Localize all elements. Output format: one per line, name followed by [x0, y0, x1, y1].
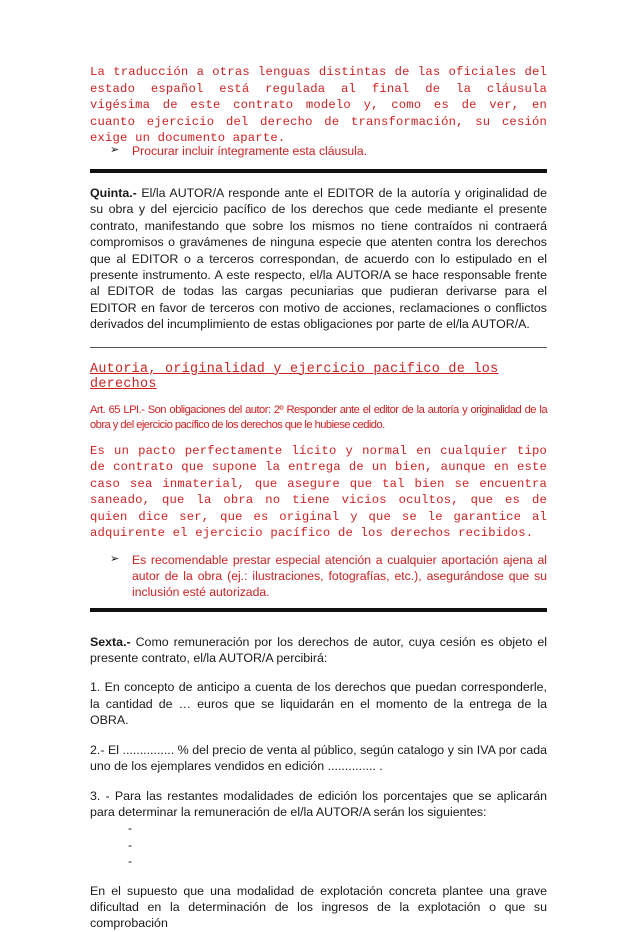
sexta-label: Sexta.-	[90, 634, 131, 649]
comment-paragraph: Es un pacto perfectamente lícito y normal en cualquier tipo de contrato que supone la entrega de un bien, aunque en este caso sea inmaterial, que asegure que tal bien se encuentra saneado, que la obra no tiene vicios ocultos, que es de quien dice ser, que es original y que se le garantice al adquirente el ejercicio pacífico de los derechos recibidos.	[90, 443, 547, 541]
intro-paragraph: La traducción a otras lenguas distintas de las oficiales del estado español está regulada al final de la cláusula vigésima de este contrato modelo y, como es de ver, en cuanto ejercicio del derecho de transformación, su cesión exige un documento aparte.	[90, 65, 547, 145]
sexta-paragraph-4: En el supuesto que una modalidad de explotación concreta plantee una grave dificultad en la determinación de los ingresos de la explotación o que su comprobación	[90, 883, 547, 931]
sexta-paragraph-2: 2.- El ............... % del precio de venta al público, según catalogo y sin IVA por cada uno de los ejemplares vendidos en edición .............. .	[90, 742, 547, 774]
law-citation: Art. 65 LPI.- Son obligaciones del autor: 2º Responder ante el editor de la autoría y originalidad de la obra y del ejercicio pacífico de los derechos que le hubiese cedido.	[90, 403, 547, 431]
dash-list-item: -	[128, 837, 133, 852]
section-divider	[90, 608, 547, 612]
sexta-paragraph-3: 3. - Para las restantes modalidades de edición los porcentajes que se aplicarán para determinar la remuneración de el/la AUTOR/A serán los siguientes:	[90, 788, 547, 819]
arrow-bullet-icon: ➢	[110, 144, 120, 156]
section-divider	[90, 169, 547, 173]
comment-bullet-text: Es recomendable prestar especial atención a cualquier aportación ajena al autor de la obra (ej.: ilustraciones, fotografías, etc.), asegurándose que su inclusión esté autorizada.	[132, 552, 547, 599]
quinta-clause	[90, 185, 547, 333]
document-page	[90, 64, 547, 932]
sexta-paragraph-1: 1. En concepto de anticipo a cuenta de los derechos que puedan corresponderle, la cantidad de … euros que se liquidarán en el momento de la entrega de la OBRA.	[90, 680, 547, 728]
comment-bullet	[110, 552, 547, 600]
quinta-label: Quinta.-	[90, 186, 137, 200]
comment-heading: Autoria, originalidad y ejercicio pacifico de los derechos	[90, 361, 499, 392]
intro-bullet-text: Procurar incluir íntegramente esta cláusula.	[132, 144, 368, 158]
intro-bullet	[110, 143, 547, 159]
dash-list-item: -	[128, 821, 133, 836]
sexta-clause	[90, 634, 547, 667]
section-divider-thin	[90, 347, 547, 348]
dash-list-item: -	[128, 854, 133, 869]
arrow-bullet-icon: ➢	[110, 552, 120, 565]
sexta-text: Como remuneración por los derechos de autor, cuya cesión es objeto el presente contrato, el/la AUTOR/A percibirá:	[90, 634, 547, 666]
quinta-text: El/la AUTOR/A responde ante el EDITOR de la autoría y originalidad de su obra y del ejercicio pacífico de los derechos que cede mediante el presente contrato, manifestando que sobre los mismos no tiene contraídos ni contraerá compromisos o gravámenes de ninguna especie que atenten contra los derechos que al EDITOR o a terceros correspondan, de acuerdo con lo estipulado en el presente instrumento. A este respecto, el/la AUTOR/A se hace responsable frente al EDITOR de todas las cargas pecuniarias que pudieran derivarse para el EDITOR en favor de terceros con motivo de acciones, reclamaciones o conflictos derivados del incumplimiento de estas obligaciones por parte de el/la AUTOR/A.	[90, 186, 547, 332]
